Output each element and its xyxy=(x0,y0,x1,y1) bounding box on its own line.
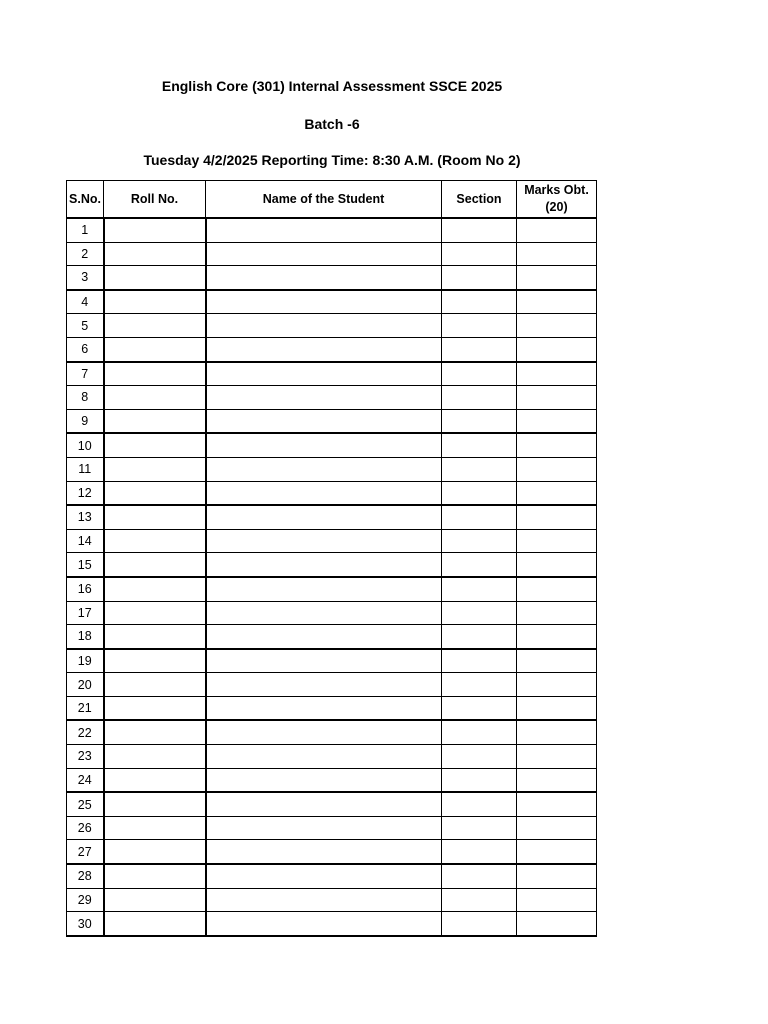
marks-cell[interactable] xyxy=(517,601,597,625)
student-name-cell[interactable] xyxy=(206,696,442,720)
section-cell[interactable] xyxy=(442,745,517,769)
marks-cell[interactable] xyxy=(517,577,597,601)
student-name-cell[interactable] xyxy=(206,457,442,481)
roll-number-cell[interactable] xyxy=(104,433,206,457)
student-name-cell[interactable] xyxy=(206,864,442,888)
serial-number-cell: 16 xyxy=(67,577,104,601)
table-row xyxy=(67,481,597,505)
table-row xyxy=(67,337,597,361)
marks-cell[interactable] xyxy=(517,505,597,529)
student-name-cell[interactable] xyxy=(206,242,442,266)
table-row xyxy=(67,362,597,386)
assessment-table xyxy=(66,180,597,937)
roll-number-cell[interactable] xyxy=(104,409,206,433)
table-row xyxy=(67,314,597,338)
table-row xyxy=(67,720,597,744)
table-row xyxy=(67,218,597,242)
marks-cell[interactable] xyxy=(517,696,597,720)
serial-number-cell: 21 xyxy=(67,696,104,720)
student-name-cell[interactable] xyxy=(206,912,442,936)
student-name-cell[interactable] xyxy=(206,649,442,673)
student-name-cell[interactable] xyxy=(206,529,442,553)
serial-number-cell: 14 xyxy=(67,529,104,553)
marks-cell[interactable] xyxy=(517,529,597,553)
header-roll-number: Roll No. xyxy=(104,181,206,219)
serial-number-cell: 25 xyxy=(67,792,104,816)
table-row xyxy=(67,266,597,290)
roll-number-cell[interactable] xyxy=(104,337,206,361)
section-cell[interactable] xyxy=(442,649,517,673)
table-row xyxy=(67,601,597,625)
table-row xyxy=(67,505,597,529)
section-cell[interactable] xyxy=(442,625,517,649)
header-student-name: Name of the Student xyxy=(206,181,442,219)
section-cell[interactable] xyxy=(442,386,517,410)
roll-number-cell[interactable] xyxy=(104,242,206,266)
roll-number-cell[interactable] xyxy=(104,840,206,864)
roll-number-cell[interactable] xyxy=(104,768,206,792)
header-marks-obtained: Marks Obt. (20) xyxy=(517,181,597,219)
serial-number-cell: 12 xyxy=(67,481,104,505)
roll-number-cell[interactable] xyxy=(104,218,206,242)
table-row xyxy=(67,409,597,433)
serial-number-cell: 23 xyxy=(67,745,104,769)
table-row xyxy=(67,673,597,697)
marks-cell[interactable] xyxy=(517,457,597,481)
serial-number-cell: 15 xyxy=(67,553,104,577)
roll-number-cell[interactable] xyxy=(104,888,206,912)
table-row xyxy=(67,912,597,936)
section-cell[interactable] xyxy=(442,362,517,386)
marks-cell[interactable] xyxy=(517,649,597,673)
table-row xyxy=(67,577,597,601)
student-name-cell[interactable] xyxy=(206,218,442,242)
section-cell[interactable] xyxy=(442,912,517,936)
section-cell[interactable] xyxy=(442,720,517,744)
roll-number-cell[interactable] xyxy=(104,720,206,744)
section-cell[interactable] xyxy=(442,529,517,553)
table-row xyxy=(67,649,597,673)
document-title: English Core (301) Internal Assessment SSCE 2025 xyxy=(161,78,503,94)
table-row xyxy=(67,840,597,864)
roll-number-cell[interactable] xyxy=(104,529,206,553)
student-name-cell[interactable] xyxy=(206,481,442,505)
marks-cell[interactable] xyxy=(517,314,597,338)
section-cell[interactable] xyxy=(442,266,517,290)
section-cell[interactable] xyxy=(442,481,517,505)
marks-cell[interactable] xyxy=(517,625,597,649)
student-name-cell[interactable] xyxy=(206,768,442,792)
serial-number-cell: 19 xyxy=(67,649,104,673)
student-name-cell[interactable] xyxy=(206,386,442,410)
table-row xyxy=(67,457,597,481)
section-cell[interactable] xyxy=(442,696,517,720)
section-cell[interactable] xyxy=(442,816,517,840)
roll-number-cell[interactable] xyxy=(104,386,206,410)
serial-number-cell: 5 xyxy=(67,314,104,338)
student-name-cell[interactable] xyxy=(206,505,442,529)
section-cell[interactable] xyxy=(442,553,517,577)
marks-cell[interactable] xyxy=(517,481,597,505)
marks-cell[interactable] xyxy=(517,266,597,290)
roll-number-cell[interactable] xyxy=(104,577,206,601)
student-name-cell[interactable] xyxy=(206,601,442,625)
student-name-cell[interactable] xyxy=(206,433,442,457)
section-cell[interactable] xyxy=(442,864,517,888)
student-name-cell[interactable] xyxy=(206,745,442,769)
batch-label: Batch -6 xyxy=(304,116,360,132)
table-body xyxy=(67,218,597,936)
table-header-row xyxy=(67,181,597,219)
roll-number-cell[interactable] xyxy=(104,601,206,625)
serial-number-cell: 9 xyxy=(67,409,104,433)
serial-number-cell: 24 xyxy=(67,768,104,792)
table-row xyxy=(67,864,597,888)
roll-number-cell[interactable] xyxy=(104,290,206,314)
marks-cell[interactable] xyxy=(517,553,597,577)
serial-number-cell: 17 xyxy=(67,601,104,625)
table-row xyxy=(67,768,597,792)
student-name-cell[interactable] xyxy=(206,792,442,816)
section-cell[interactable] xyxy=(442,601,517,625)
roll-number-cell[interactable] xyxy=(104,816,206,840)
marks-cell[interactable] xyxy=(517,745,597,769)
roll-number-cell[interactable] xyxy=(104,457,206,481)
table-row xyxy=(67,529,597,553)
schedule-line: Tuesday 4/2/2025 Reporting Time: 8:30 A.M. (Room No 2) xyxy=(143,152,521,168)
roll-number-cell[interactable] xyxy=(104,553,206,577)
serial-number-cell: 28 xyxy=(67,864,104,888)
table-row xyxy=(67,386,597,410)
header-serial-number: S.No. xyxy=(67,181,104,219)
section-cell[interactable] xyxy=(442,888,517,912)
roll-number-cell[interactable] xyxy=(104,696,206,720)
student-name-cell[interactable] xyxy=(206,290,442,314)
serial-number-cell: 6 xyxy=(67,337,104,361)
roll-number-cell[interactable] xyxy=(104,314,206,338)
marks-cell[interactable] xyxy=(517,888,597,912)
student-name-cell[interactable] xyxy=(206,314,442,338)
serial-number-cell: 11 xyxy=(67,457,104,481)
marks-cell[interactable] xyxy=(517,386,597,410)
student-name-cell[interactable] xyxy=(206,337,442,361)
student-name-cell[interactable] xyxy=(206,553,442,577)
section-cell[interactable] xyxy=(442,314,517,338)
roll-number-cell[interactable] xyxy=(104,481,206,505)
marks-cell[interactable] xyxy=(517,337,597,361)
section-cell[interactable] xyxy=(442,218,517,242)
student-name-cell[interactable] xyxy=(206,409,442,433)
roll-number-cell[interactable] xyxy=(104,625,206,649)
student-name-cell[interactable] xyxy=(206,888,442,912)
marks-cell[interactable] xyxy=(517,840,597,864)
serial-number-cell: 1 xyxy=(67,218,104,242)
serial-number-cell: 4 xyxy=(67,290,104,314)
table-row xyxy=(67,888,597,912)
student-name-cell[interactable] xyxy=(206,266,442,290)
section-cell[interactable] xyxy=(442,457,517,481)
section-cell[interactable] xyxy=(442,505,517,529)
marks-cell[interactable] xyxy=(517,792,597,816)
table-row xyxy=(67,792,597,816)
marks-cell[interactable] xyxy=(517,816,597,840)
section-cell[interactable] xyxy=(442,242,517,266)
serial-number-cell: 20 xyxy=(67,673,104,697)
table-row xyxy=(67,290,597,314)
table-row xyxy=(67,433,597,457)
serial-number-cell: 26 xyxy=(67,816,104,840)
roll-number-cell[interactable] xyxy=(104,673,206,697)
serial-number-cell: 2 xyxy=(67,242,104,266)
student-name-cell[interactable] xyxy=(206,840,442,864)
roll-number-cell[interactable] xyxy=(104,912,206,936)
marks-cell[interactable] xyxy=(517,290,597,314)
marks-cell[interactable] xyxy=(517,864,597,888)
serial-number-cell: 3 xyxy=(67,266,104,290)
section-cell[interactable] xyxy=(442,577,517,601)
serial-number-cell: 29 xyxy=(67,888,104,912)
section-cell[interactable] xyxy=(442,792,517,816)
student-name-cell[interactable] xyxy=(206,362,442,386)
header-section: Section xyxy=(442,181,517,219)
marks-cell[interactable] xyxy=(517,242,597,266)
section-cell[interactable] xyxy=(442,337,517,361)
marks-cell[interactable] xyxy=(517,433,597,457)
table-row xyxy=(67,816,597,840)
marks-cell[interactable] xyxy=(517,768,597,792)
roll-number-cell[interactable] xyxy=(104,792,206,816)
serial-number-cell: 7 xyxy=(67,362,104,386)
student-name-cell[interactable] xyxy=(206,577,442,601)
table-row xyxy=(67,553,597,577)
section-cell[interactable] xyxy=(442,409,517,433)
serial-number-cell: 30 xyxy=(67,912,104,936)
serial-number-cell: 22 xyxy=(67,720,104,744)
roll-number-cell[interactable] xyxy=(104,649,206,673)
student-name-cell[interactable] xyxy=(206,720,442,744)
marks-cell[interactable] xyxy=(517,362,597,386)
marks-cell[interactable] xyxy=(517,912,597,936)
roll-number-cell[interactable] xyxy=(104,505,206,529)
table-row xyxy=(67,242,597,266)
serial-number-cell: 10 xyxy=(67,433,104,457)
table-row xyxy=(67,745,597,769)
student-name-cell[interactable] xyxy=(206,625,442,649)
marks-cell[interactable] xyxy=(517,218,597,242)
student-name-cell[interactable] xyxy=(206,816,442,840)
section-cell[interactable] xyxy=(442,290,517,314)
serial-number-cell: 18 xyxy=(67,625,104,649)
roll-number-cell[interactable] xyxy=(104,266,206,290)
table-row xyxy=(67,696,597,720)
section-cell[interactable] xyxy=(442,768,517,792)
roll-number-cell[interactable] xyxy=(104,745,206,769)
section-cell[interactable] xyxy=(442,673,517,697)
serial-number-cell: 13 xyxy=(67,505,104,529)
roll-number-cell[interactable] xyxy=(104,362,206,386)
serial-number-cell: 8 xyxy=(67,386,104,410)
section-cell[interactable] xyxy=(442,840,517,864)
student-name-cell[interactable] xyxy=(206,673,442,697)
section-cell[interactable] xyxy=(442,433,517,457)
marks-cell[interactable] xyxy=(517,409,597,433)
roll-number-cell[interactable] xyxy=(104,864,206,888)
marks-cell[interactable] xyxy=(517,720,597,744)
table-row xyxy=(67,625,597,649)
serial-number-cell: 27 xyxy=(67,840,104,864)
marks-cell[interactable] xyxy=(517,673,597,697)
